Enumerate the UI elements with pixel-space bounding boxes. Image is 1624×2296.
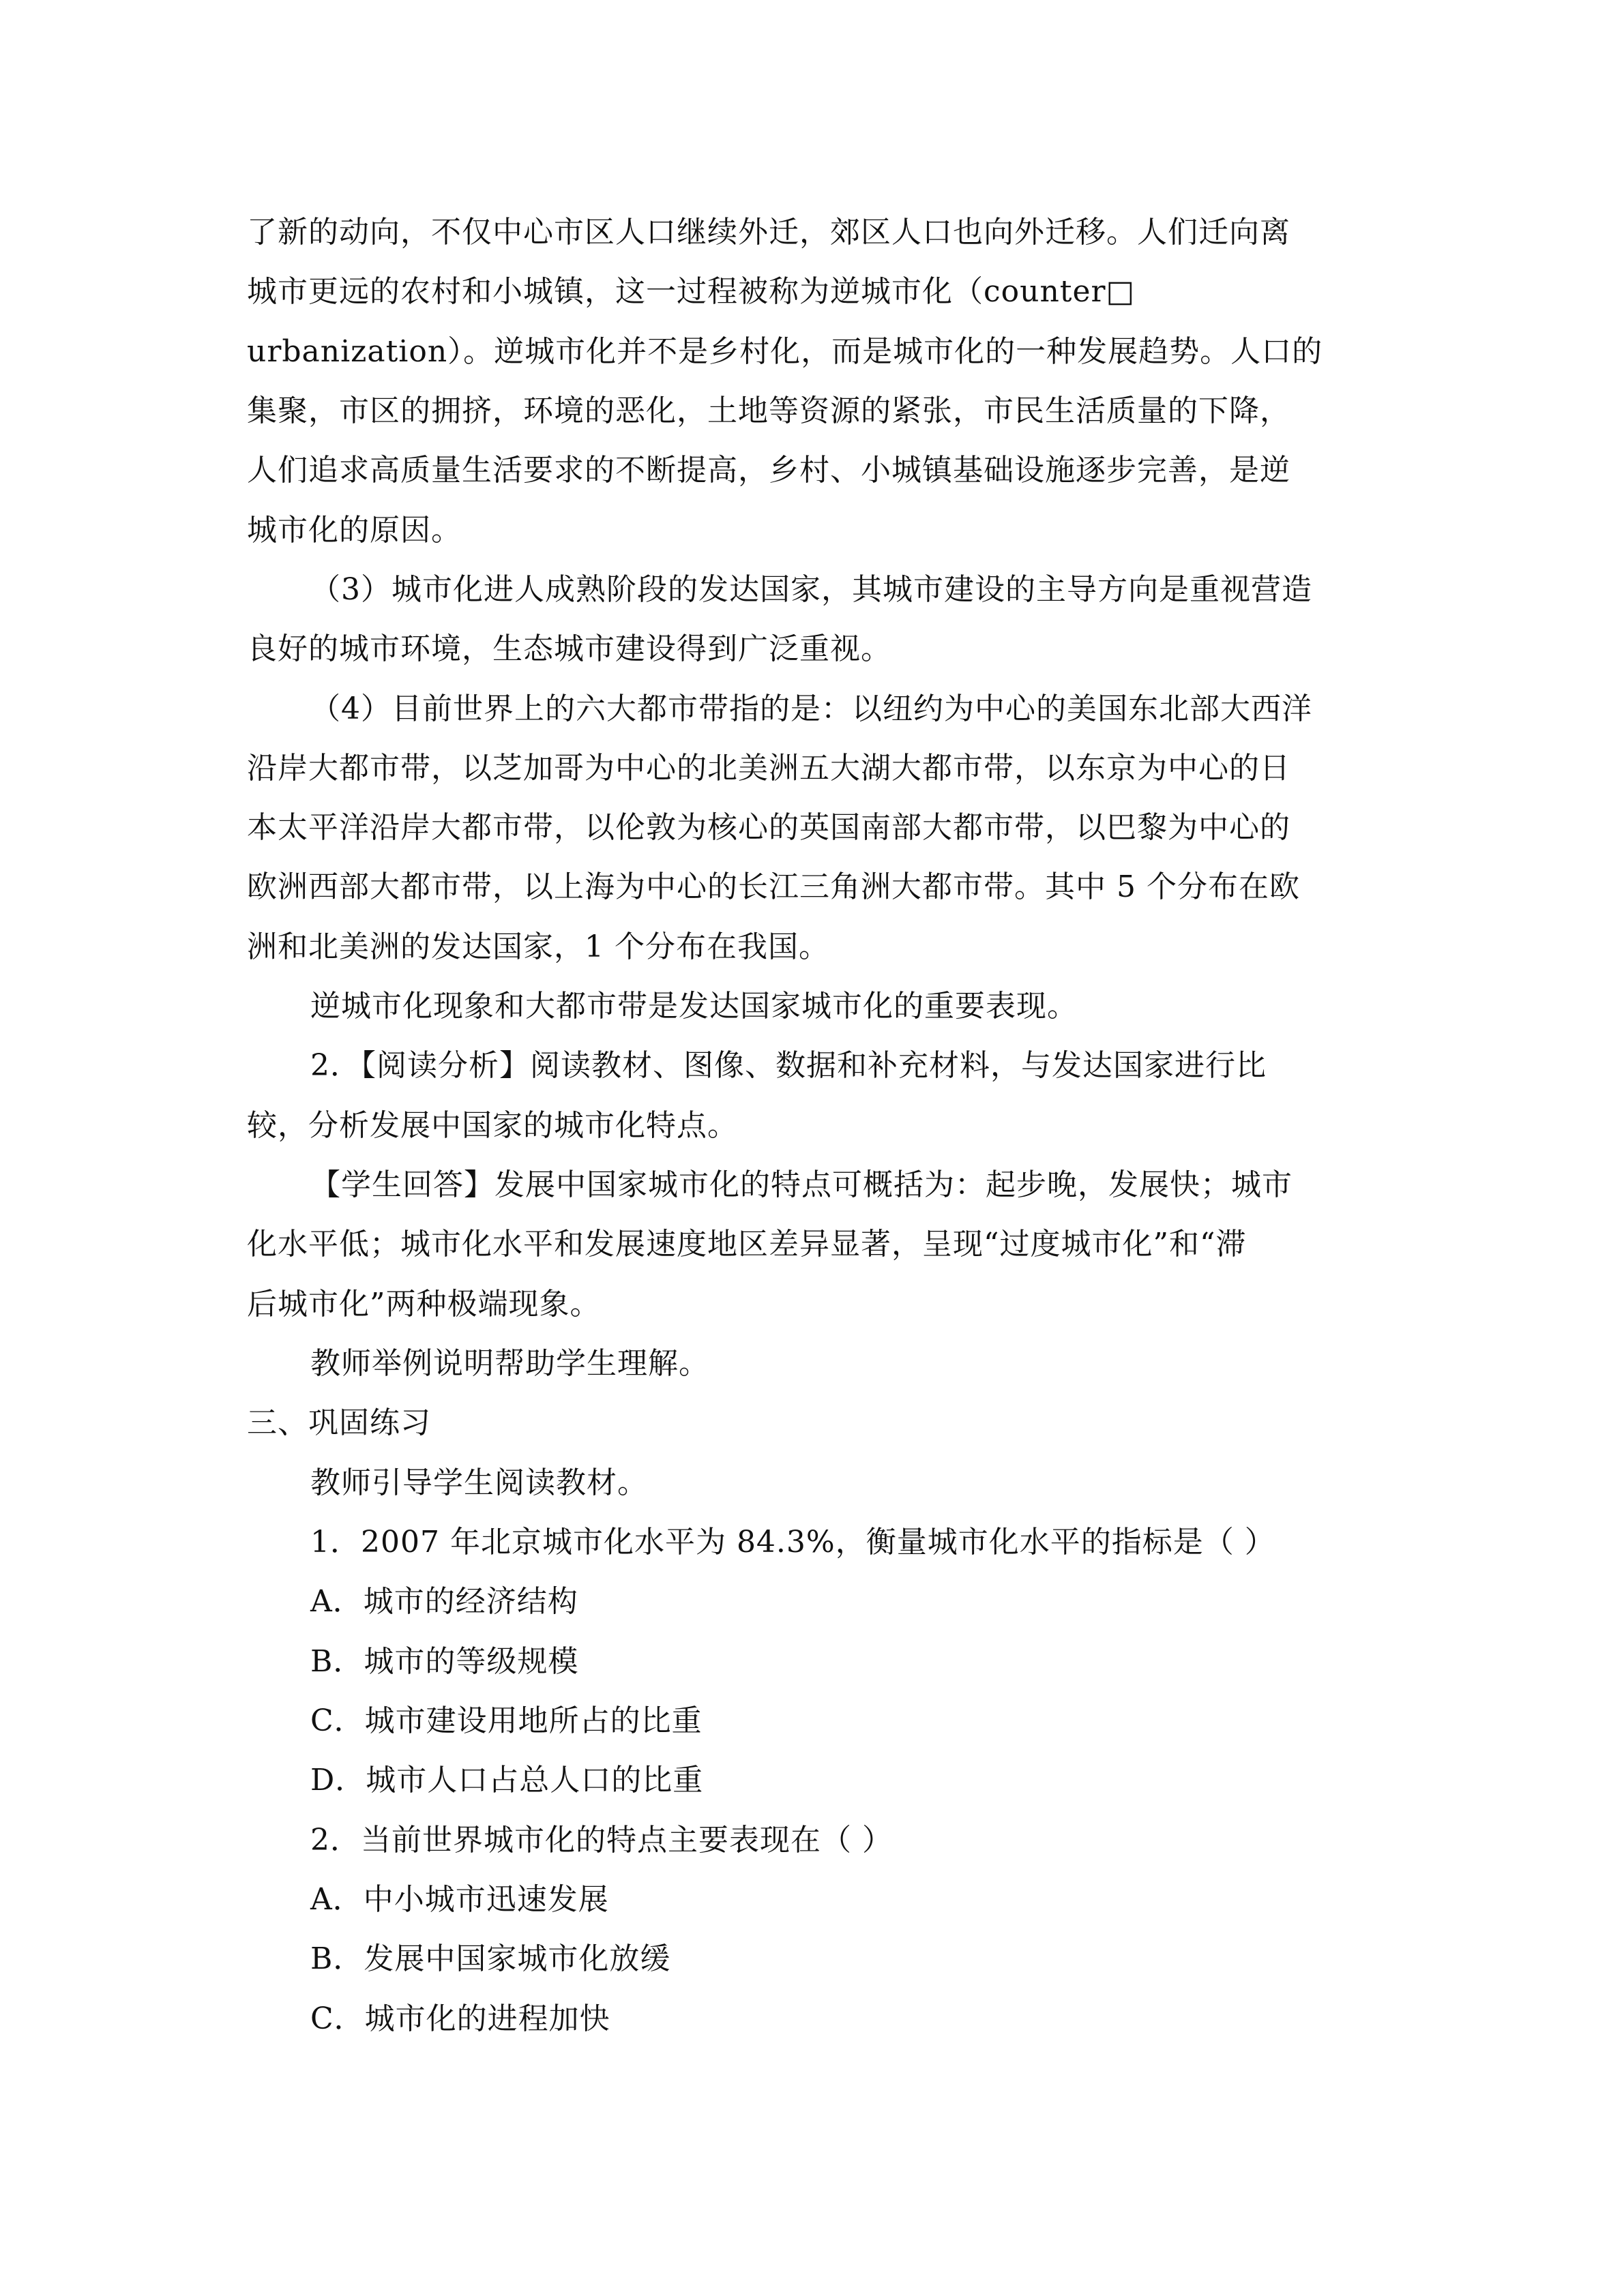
- text-line: 良好的城市环境，生态城市建设得到广泛重视。: [247, 631, 891, 666]
- question-1: 1．2007 年北京城市化水平为 84.3%，衡量城市化水平的指标是（ ）: [310, 1525, 1275, 1560]
- text-line: 了新的动向，不仅中心市区人口继续外迁，郊区人口也向外迁移。人们迁向离: [247, 215, 1290, 250]
- text-line: 沿岸大都市带，以芝加哥为中心的北美洲五大湖大都市带，以东京为中心的日: [247, 751, 1290, 786]
- text-line: 教师举例说明帮助学生理解。: [310, 1346, 709, 1381]
- text-line: 欧洲西部大都市带，以上海为中心的长江三角洲大都市带。其中 5 个分布在欧: [247, 869, 1300, 904]
- text-line: 集聚，市区的拥挤，环境的恶化，土地等资源的紧张，市民生活质量的下降，: [247, 393, 1290, 428]
- question-2-option-b: B．发展中国家城市化放缓: [310, 1941, 671, 1976]
- question-2-option-a: A．中小城市迅速发展: [310, 1882, 609, 1917]
- text-line: 化水平低；城市化水平和发展速度地区差异显著，呈现“过度城市化”和“滞: [247, 1227, 1247, 1262]
- text-line: urbanization）。逆城市化并不是乡村化，而是城市化的一种发展趋势。人口的: [247, 334, 1323, 369]
- text-line: 2．【阅读分析】阅读教材、图像、数据和补充材料，与发达国家进行比: [310, 1048, 1267, 1083]
- text-line: 本太平洋沿岸大都市带，以伦敦为核心的英国南部大都市带，以巴黎为中心的: [247, 810, 1290, 845]
- section-heading: 三、巩固练习: [247, 1405, 431, 1440]
- text-line: 洲和北美洲的发达国家，1 个分布在我国。: [247, 929, 829, 964]
- question-1-option-b: B．城市的等级规模: [310, 1644, 579, 1679]
- text-line: 城市更远的农村和小城镇，这一过程被称为逆城市化（counter□: [247, 274, 1136, 309]
- text-line: 后城市化”两种极端现象。: [247, 1287, 601, 1322]
- text-line: 较，分析发展中国家的城市化特点。: [247, 1108, 738, 1143]
- text-line: 人们追求高质量生活要求的不断提高，乡村、小城镇基础设施逐步完善，是逆: [247, 453, 1290, 488]
- question-1-option-d: D．城市人口占总人口的比重: [310, 1763, 704, 1798]
- question-2-option-c: C．城市化的进程加快: [310, 2001, 610, 2036]
- text-line: 逆城市化现象和大都市带是发达国家城市化的重要表现。: [310, 989, 1078, 1024]
- text-line: （3）城市化进人成熟阶段的发达国家，其城市建设的主导方向是重视营造: [310, 572, 1312, 607]
- question-1-option-c: C．城市建设用地所占的比重: [310, 1703, 703, 1738]
- question-1-option-a: A．城市的经济结构: [310, 1584, 578, 1619]
- text-line: 教师引导学生阅读教材。: [310, 1465, 648, 1500]
- text-line: （4）目前世界上的六大都市带指的是：以纽约为中心的美国东北部大西洋: [310, 691, 1312, 726]
- question-2: 2．当前世界城市化的特点主要表现在（ ）: [310, 1823, 893, 1858]
- text-line: 【学生回答】发展中国家城市化的特点可概括为：起步晚，发展快；城市: [310, 1167, 1293, 1202]
- text-line: 城市化的原因。: [247, 513, 462, 548]
